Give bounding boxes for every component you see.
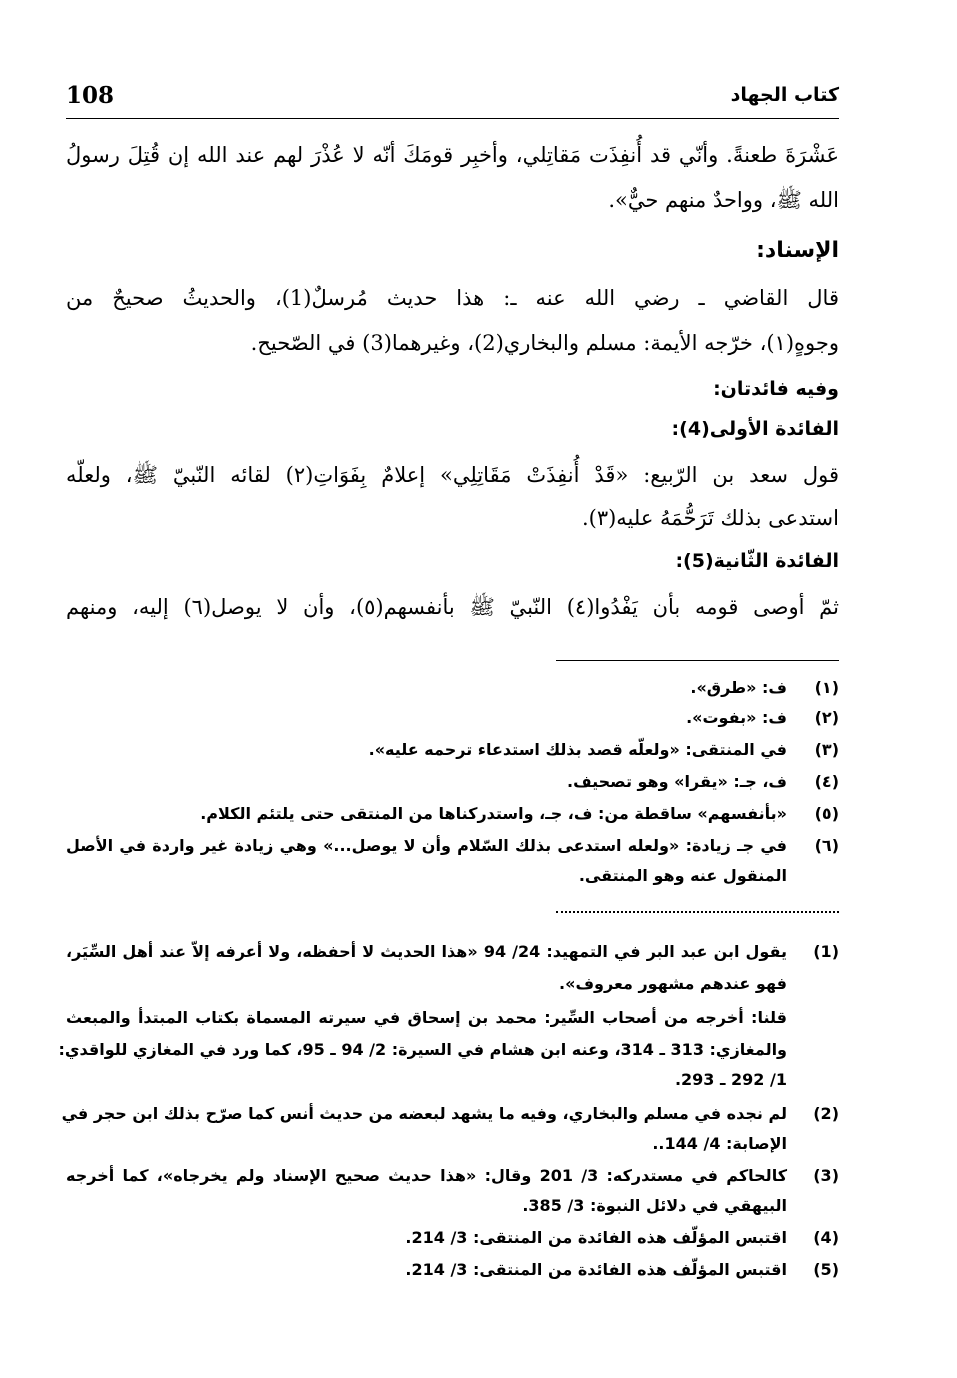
variant-note-number: (٥) [814,804,839,823]
variant-note-number: (٢) [814,708,839,727]
editor-note-number: (2) [813,1104,839,1123]
page-number: 108 [66,82,115,109]
benefits-intro: وفيه فائدتان: [713,378,839,400]
editor-note-text: كالحاكم في مستدركه: 3/ 201 وقال: «هذا حديث صحيح الإسناد ولم يخرجاه»، كما أخرجه [66,1166,788,1185]
benefit-2-heading: الفائدة الثّانية(5): [675,550,839,572]
editor-note-number: (3) [813,1166,839,1185]
editor-note-text: الإصابة: 4/ 144.. [652,1134,787,1153]
variant-note-text: في المنتقى: «ولعلّه قصد بذلك استدعاء ترحمه عليه». [368,740,787,759]
benefit-1-heading: الفائدة الأولى(4): [671,418,839,440]
body-line: ثمّ أوصى قومه بأن يَفْدُوا(٤) النّبيّ ﷺ بأنفسهم(٥)، وأن لا يوصل(٦) إليه، ومنهم [66,595,839,619]
editor-note-text: يقول ابن عبد البر في التمهيد: 24/ 94 «هذا الحديث لا أحفظه، ولا أعرفه إلاّ عند أهل السِّيَر، [66,942,787,961]
editor-note-text: اقتبس المؤلّف هذه الفائدة من المنتقى: 3/ 214. [405,1260,787,1279]
editor-note-text: فهو عندهم مشهور معروف». [559,974,787,993]
page-header [66,82,839,112]
editor-note-text: والمغازي: 313 ـ 314، وعنه ابن هشام في السيرة: 2/ 94 ـ 95، كما ورد في المغازي للواقدي: [58,1040,787,1059]
variant-note-text: ف: «بفوت». [686,708,787,727]
editor-note-text: قلنا: أخرجه من أصحاب السِّير: محمد بن إسحاق في سيرته المسماة بكتاب المبتدأ والمبعث [66,1008,787,1027]
variant-note-text: ف: «طرق». [690,678,787,697]
body-line: قال القاضي ـ رضي الله عنه ـ: هذا حديث مُرسلٌ(1)، والحديثُ صحيحٌ من [66,286,839,310]
body-line: عَشْرَةَ طعنةً. وأنّي قد أُنفِذَت مَقاتِلي، وأخبِر قومَكَ أنّه لا عُذْرَ لهم عند الله إن قُتِلَ رسولُ [66,143,839,167]
header-rule [66,118,839,119]
variant-note-text: في جـ زيادة: «ولعله استدعى بذلك السّلام وأن لا يوصل...» وهي زيادة غير واردة في الأصل [66,836,787,855]
editor-note-number: (1) [813,942,839,961]
variant-note-text: المنقول عنه وهو المنتقى. [578,866,787,885]
variant-note-number: (٤) [814,772,839,791]
body-line: الله ﷺ، وواحدٌ منهم حيٌّ». [608,188,839,212]
editor-note-text: اقتبس المؤلّف هذه الفائدة من المنتقى: 3/ 214. [405,1228,787,1247]
variant-note-number: (١) [814,678,839,697]
body-line: قول سعد بن الرّبيع: «قَدْ أُنفِذَتْ مَقَاتِلِي» إعلامٌ بِفَوَاتِ(٢) لقائه النّبيّ ﷺ، ولعلّه [66,463,839,487]
footnote-separator [556,660,839,661]
variant-note-text: «بأنفسهم» ساقطة من: ف، جـ، واستدركناها من المنتقى حتى يلتئم الكلام. [200,804,787,823]
editor-note-number: (4) [813,1228,839,1247]
editor-note-number: (5) [813,1260,839,1279]
footnote-dotted-separator [556,911,839,913]
isnad-heading: الإسناد: [756,238,839,263]
variant-note-text: ف، جـ: «يقرا» وهو تصحيف. [566,772,787,791]
editor-note-text: لم نجده في مسلم والبخاري، وفيه ما يشهد لبعضه من حديث أنس كما صرّح بذلك ابن حجر في [61,1104,787,1123]
body-line: استدعى بذلك تَرَحُّمَهُ عليه(٣). [581,506,839,530]
variant-note-number: (٦) [814,836,839,855]
running-title: كتاب الجهاد [730,84,839,106]
body-line: وجوهٍ(١)، خرّجه الأيمة: مسلم والبخاري(2)، وغيرهما(3) في الصّحيح. [250,331,839,355]
editor-note-text: 1/ 292 ـ 293. [674,1070,787,1089]
variant-note-number: (٣) [814,740,839,759]
editor-note-text: البيهقي في دلائل النبوة: 3/ 385. [522,1196,787,1215]
